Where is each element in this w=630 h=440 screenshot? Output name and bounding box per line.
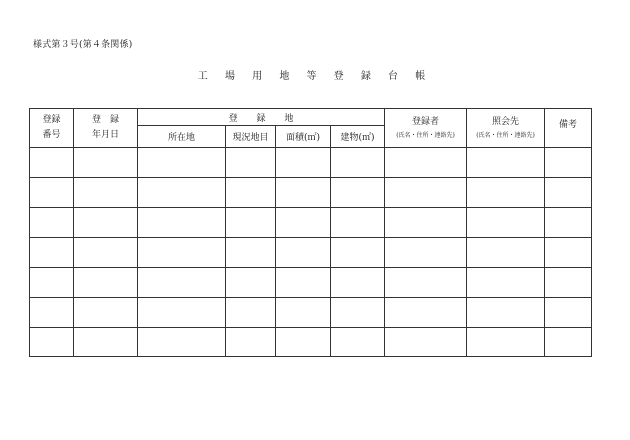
table-cell[interactable] (467, 298, 545, 328)
table-row (30, 208, 592, 238)
table-cell[interactable] (226, 298, 276, 328)
table-cell[interactable] (74, 238, 138, 268)
form-number-label: 様式第３号(第４条関係) (33, 40, 133, 50)
table-cell[interactable] (545, 148, 592, 178)
table-cell[interactable] (276, 208, 331, 238)
table-cell[interactable] (74, 178, 138, 208)
table-cell[interactable] (138, 268, 226, 298)
table-cell[interactable] (385, 238, 467, 268)
table-cell[interactable] (467, 328, 545, 357)
table-cell[interactable] (545, 298, 592, 328)
table-cell[interactable] (226, 178, 276, 208)
table-cell[interactable] (226, 328, 276, 357)
table-cell[interactable] (30, 178, 74, 208)
table-cell[interactable] (30, 208, 74, 238)
table-cell[interactable] (545, 268, 592, 298)
table-cell[interactable] (385, 208, 467, 238)
table-cell[interactable] (545, 208, 592, 238)
header-contact: 照会先 (氏名・住所・連絡先) (467, 109, 545, 148)
table-cell[interactable] (331, 328, 385, 357)
table-cell[interactable] (276, 328, 331, 357)
table-cell[interactable] (467, 208, 545, 238)
table-cell[interactable] (138, 208, 226, 238)
header-land-category: 現況地目 (226, 126, 276, 148)
table-cell[interactable] (276, 148, 331, 178)
table-cell[interactable] (30, 268, 74, 298)
table-row (30, 148, 592, 178)
table-cell[interactable] (276, 268, 331, 298)
registry-table (29, 108, 592, 357)
table-cell[interactable] (30, 328, 74, 357)
table-cell[interactable] (74, 148, 138, 178)
table-cell[interactable] (385, 328, 467, 357)
table-cell[interactable] (74, 268, 138, 298)
table-cell[interactable] (30, 298, 74, 328)
header-registration-number: 登録 番号 (30, 109, 74, 148)
table-cell[interactable] (545, 178, 592, 208)
table-cell[interactable] (138, 148, 226, 178)
table-row (30, 238, 592, 268)
table-cell[interactable] (467, 178, 545, 208)
table-cell[interactable] (545, 328, 592, 357)
table-cell[interactable] (331, 208, 385, 238)
table-cell[interactable] (385, 178, 467, 208)
table-cell[interactable] (331, 298, 385, 328)
table-cell[interactable] (331, 178, 385, 208)
table-cell[interactable] (385, 148, 467, 178)
table-cell[interactable] (331, 148, 385, 178)
table-cell[interactable] (276, 178, 331, 208)
header-registered-land: 登 録 地 (138, 109, 385, 126)
table-row (30, 178, 592, 208)
table-cell[interactable] (545, 238, 592, 268)
header-registrant: 登録者 (氏名・住所・連絡先) (385, 109, 467, 148)
table-row (30, 298, 592, 328)
table-cell[interactable] (226, 268, 276, 298)
table-cell[interactable] (138, 328, 226, 357)
table-cell[interactable] (385, 298, 467, 328)
header-registration-date: 登 録 年月日 (74, 109, 138, 148)
table-cell[interactable] (385, 268, 467, 298)
table-cell[interactable] (138, 238, 226, 268)
table-cell[interactable] (226, 148, 276, 178)
table-row (30, 268, 592, 298)
table-cell[interactable] (226, 238, 276, 268)
header-area: 面積(㎡) (276, 126, 331, 148)
header-remarks: 備考 (545, 109, 592, 148)
table-cell[interactable] (74, 328, 138, 357)
table-cell[interactable] (138, 178, 226, 208)
table-cell[interactable] (30, 238, 74, 268)
table-row (30, 328, 592, 357)
table-cell[interactable] (467, 238, 545, 268)
table-cell[interactable] (30, 148, 74, 178)
table-cell[interactable] (74, 208, 138, 238)
table-cell[interactable] (331, 268, 385, 298)
document-title: 工 場 用 地 等 登 録 台 帳 (197, 71, 433, 82)
table-cell[interactable] (276, 238, 331, 268)
table-cell[interactable] (276, 298, 331, 328)
table-cell[interactable] (467, 268, 545, 298)
table-cell[interactable] (467, 148, 545, 178)
table-cell[interactable] (138, 298, 226, 328)
table-cell[interactable] (331, 238, 385, 268)
header-building: 建物(㎡) (331, 126, 385, 148)
header-location: 所在地 (138, 126, 226, 148)
table-cell[interactable] (74, 298, 138, 328)
table-cell[interactable] (226, 208, 276, 238)
